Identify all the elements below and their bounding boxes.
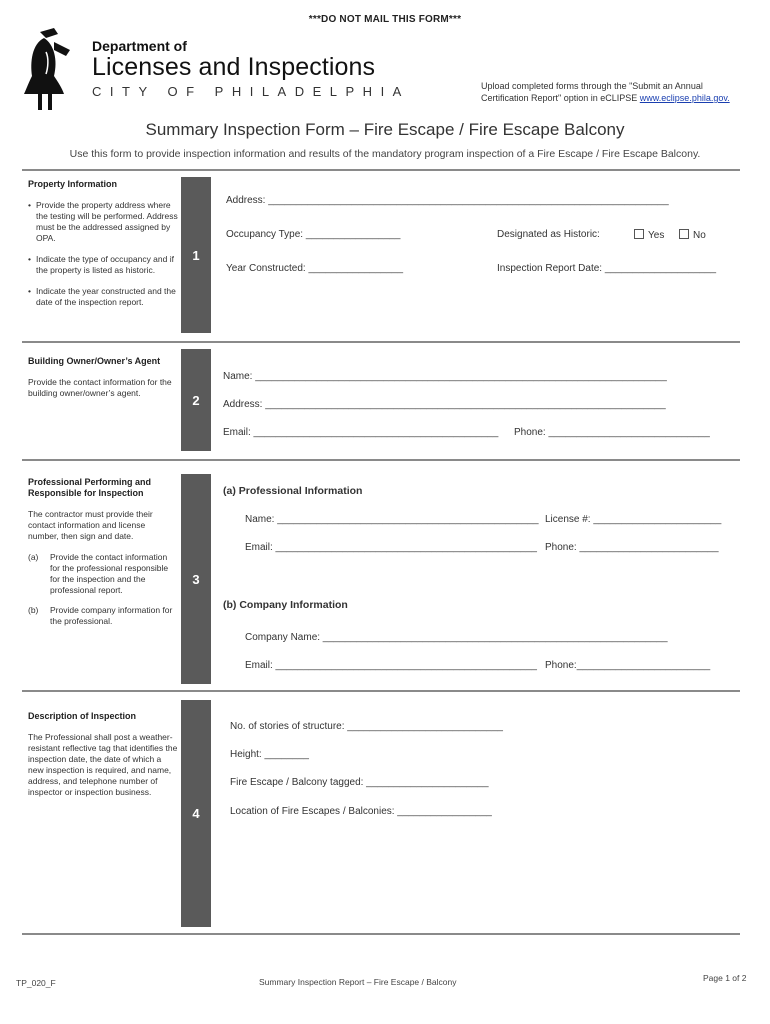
section-2-text: Provide the contact information for the building owner/owner’s agent. <box>28 377 172 398</box>
section-1-bullet: • Provide the property address where the testing will be performed. Address must be the addressed assigned by OPA. <box>36 200 178 244</box>
historic-no-option[interactable] <box>679 229 706 241</box>
license-number-field[interactable]: License #: _______________________ <box>545 514 722 525</box>
address-field[interactable]: Address: ________________________________________________________________________ <box>226 195 669 206</box>
height-field[interactable]: Height: ________ <box>230 749 309 760</box>
section-1-number: 1 <box>181 177 211 333</box>
section-3-number: 3 <box>181 474 211 684</box>
eclipse-link[interactable]: www.eclipse.phila.gov. <box>639 93 730 103</box>
section-divider <box>22 341 740 343</box>
footer-title: Summary Inspection Report – Fire Escape / Balcony <box>259 977 457 987</box>
company-email-field[interactable]: Email: _______________________________________________ <box>245 660 537 671</box>
professional-phone-field[interactable]: Phone: _________________________ <box>545 542 719 553</box>
section-3-item <box>28 605 178 627</box>
owner-address-field[interactable]: Address: ________________________________________________________________________ <box>223 399 666 410</box>
occupancy-type-field[interactable]: Occupancy Type: _________________ <box>226 229 401 240</box>
item-marker: (a) <box>28 552 39 562</box>
owner-name-field[interactable]: Name: __________________________________________________________________________ <box>223 371 667 382</box>
upload-note-line1: Upload completed forms through the "Submit an Annual <box>481 81 703 91</box>
section-4-heading: Description of Inspection <box>28 711 137 721</box>
liberty-bell-logo-icon <box>24 28 76 112</box>
dept-city: CITY OF PHILADELPHIA <box>92 84 410 99</box>
page-number: Page 1 of 2 <box>703 973 747 983</box>
form-subtitle: Use this form to provide inspection information and results of the mandatory program inspection of a Fire Escape / Fire Escape Balcony. <box>69 148 701 160</box>
section-1-instructions <box>28 179 178 318</box>
stories-field[interactable]: No. of stories of structure: ____________________________ <box>230 721 503 732</box>
inspection-report-date-field[interactable]: Inspection Report Date: ____________________ <box>497 263 717 274</box>
section-divider <box>22 169 740 171</box>
professional-email-field[interactable]: Email: _______________________________________________ <box>245 542 537 553</box>
section-2-number: 2 <box>181 349 211 451</box>
tagged-field[interactable]: Fire Escape / Balcony tagged: ______________________ <box>230 777 489 788</box>
section-3-text: The contractor must provide their contact information and license number, then sign and date. <box>28 509 153 541</box>
section-4-number: 4 <box>181 700 211 927</box>
historic-yes-option[interactable] <box>634 229 664 241</box>
upload-note-line2: Certification Report" option in eCLIPSE <box>481 93 638 103</box>
section-4-text: The Professional shall post a weather-resistant reflective tag that identifies the inspection date, the date of which a new inspection is required, and name, address, and telephone number of inspector or inspection business. <box>28 732 178 797</box>
company-info-heading: (b) Company Information <box>223 599 348 611</box>
section-4-instructions <box>28 711 178 808</box>
section-divider <box>22 459 740 461</box>
section-divider <box>22 690 740 692</box>
section-1-heading: Property Information <box>28 179 118 189</box>
owner-phone-field[interactable]: Phone: _____________________________ <box>514 427 710 438</box>
company-phone-field[interactable]: Phone:________________________ <box>545 660 711 671</box>
do-not-mail-notice: ***DO NOT MAIL THIS FORM*** <box>308 14 462 25</box>
professional-info-heading: (a) Professional Information <box>223 485 363 497</box>
professional-name-field[interactable]: Name: _______________________________________________ <box>245 514 539 525</box>
item-text: Provide the contact information for the professional responsible for the inspection and the professional report. <box>50 552 169 595</box>
section-3-instructions <box>28 477 178 636</box>
year-constructed-field[interactable]: Year Constructed: _________________ <box>226 263 404 274</box>
company-name-field[interactable]: Company Name: ______________________________________________________________ <box>245 632 668 643</box>
dept-name: Licenses and Inspections <box>92 53 376 81</box>
historic-label: Designated as Historic: <box>497 229 600 240</box>
checkbox-icon[interactable] <box>634 229 644 239</box>
owner-email-field[interactable]: Email: ____________________________________________ <box>223 427 499 438</box>
form-title: Summary Inspection Form – Fire Escape / Fire Escape Balcony <box>145 120 625 139</box>
item-marker: (b) <box>28 605 39 615</box>
section-1-bullet: • Indicate the type of occupancy and if the property is listed as historic. <box>36 254 178 276</box>
section-3-item <box>28 552 178 596</box>
section-2-heading: Building Owner/Owner’s Agent <box>28 356 161 366</box>
section-2-instructions <box>28 356 178 409</box>
checkbox-icon[interactable] <box>679 229 689 239</box>
section-divider <box>22 933 740 935</box>
section-3-heading: Professional Performing and Responsible for Inspection <box>28 477 152 498</box>
form-code: TP_020_F <box>16 978 56 988</box>
dept-of-label: Department of <box>92 38 187 54</box>
location-field[interactable]: Location of Fire Escapes / Balconies: _________________ <box>230 806 492 817</box>
upload-note <box>481 80 751 104</box>
historic-no-label: No <box>693 230 706 241</box>
item-text: Provide company information for the professional. <box>50 605 173 626</box>
section-1-bullet: • Indicate the year constructed and the date of the inspection report. <box>36 286 178 308</box>
historic-yes-label: Yes <box>648 230 665 241</box>
